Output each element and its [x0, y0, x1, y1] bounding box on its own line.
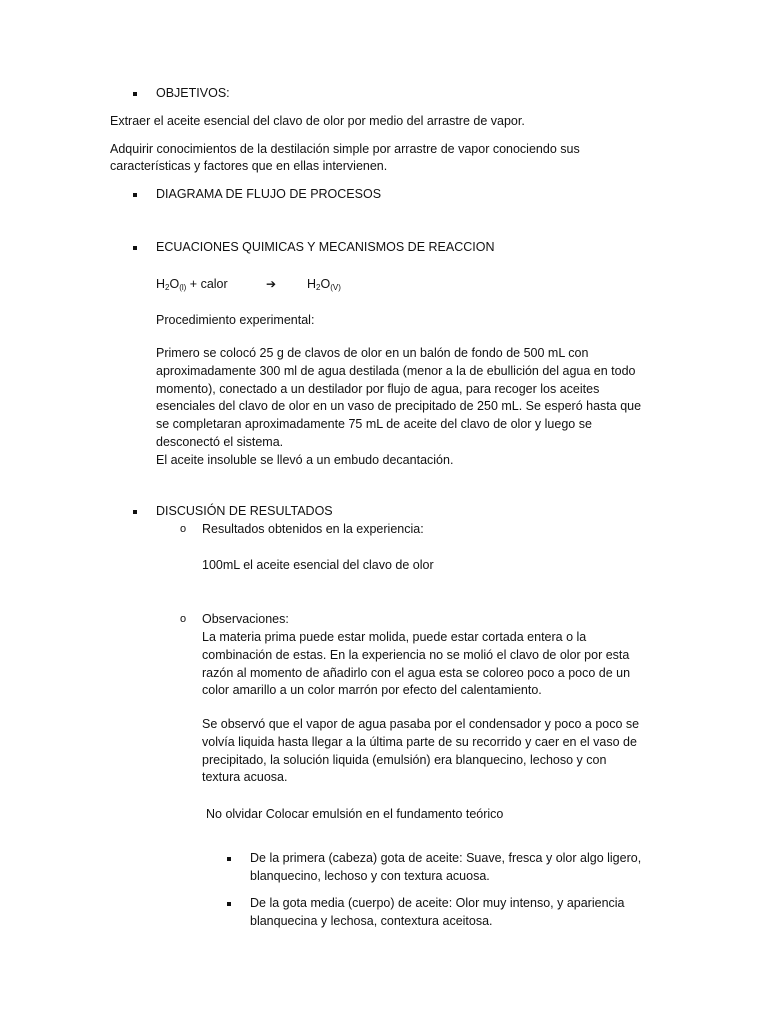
objetivo-1: Extraer el aceite esencial del clavo de olor por medio del arrastre de vapor.: [110, 114, 525, 128]
bullet-marker: [133, 92, 137, 96]
resultados-label: Resultados obtenidos en la experiencia:: [202, 522, 424, 536]
eq-right-subscript-2: 2: [316, 283, 321, 292]
discusion-heading: DISCUSIÓN DE RESULTADOS: [156, 504, 333, 518]
equation-left: [156, 275, 228, 295]
eq-right-state: (V): [330, 283, 341, 292]
emulsion-note: No olvidar Colocar emulsión en el fundamento teórico: [206, 807, 504, 821]
eq-left-o: O: [169, 277, 180, 291]
reaction-arrow-icon: ➔: [266, 277, 277, 291]
procedimiento-line: se completaran aproximadamente 75 mL de aceite del clavo de olor y luego se: [156, 417, 592, 432]
procedimiento-title: Procedimiento experimental:: [156, 313, 315, 327]
procedimiento-line: desconectó el sistema.: [156, 434, 284, 449]
gota-line: blanquecina y lechosa, contextura aceitosa.: [250, 913, 493, 928]
gota-line: blanquecino, lechoso y con textura acuosa.: [250, 868, 490, 883]
procedimiento-line: Primero se colocó 25 g de clavos de olor en un balón de fondo de 500 mL con: [156, 346, 589, 360]
diagrama-heading: DIAGRAMA DE FLUJO DE PROCESOS: [156, 187, 382, 201]
bullet-marker: [133, 246, 137, 250]
bullet-marker: [227, 857, 231, 861]
bullet-marker: [227, 902, 231, 906]
observaciones-line: textura acuosa.: [202, 770, 288, 785]
procedimiento-line: momento), conectado a un destilador por flujo de agua, para recoger los aceites: [156, 381, 600, 396]
observaciones-line: razón al momento de añadirlo con el agua esta se coloreo poco a poco de un: [202, 665, 631, 680]
circle-bullet-marker: o: [180, 613, 187, 625]
objetivos-heading: OBJETIVOS:: [156, 86, 230, 100]
objetivo-2-line1: Adquirir conocimientos de la destilación simple por arrastre de vapor conociendo sus: [110, 142, 580, 156]
procedimiento-line: esenciales del clavo de olor en un vaso de precipitado de 250 mL. Se esperó hasta que: [156, 399, 642, 414]
gota-line: De la gota media (cuerpo) de aceite: Olor muy intenso, y apariencia: [250, 896, 625, 910]
eq-left-state: (l): [179, 283, 187, 292]
procedimiento-text: [156, 345, 641, 470]
observaciones-line: color amarillo a un color marrón por efecto del calentamiento.: [202, 683, 542, 698]
observaciones-line: volvía liquida hasta llegar a la última parte de su recorrido y caer en el vaso de: [202, 734, 637, 749]
objetivo-2-line2: características y factores que en ellas intervienen.: [110, 159, 388, 173]
procedimiento-line: aproximadamente 300 ml de agua destilada (menor a la de ebullición del agua en todo: [156, 363, 636, 378]
procedimiento-line: El aceite insoluble se llevó a un embudo decantación.: [156, 452, 454, 467]
eq-plus-calor: + calor: [186, 277, 228, 291]
eq-right-o: O: [320, 277, 331, 291]
observaciones-line: precipitado, la solución liquida (emulsión) era blanquecino, lechoso y con: [202, 752, 607, 767]
equation-right: [307, 275, 341, 295]
observaciones-para1: [202, 629, 630, 700]
observaciones-line: La materia prima puede estar molida, puede estar cortada entera o la: [202, 630, 587, 644]
eq-left-h: H: [156, 277, 166, 291]
gota-line: De la primera (cabeza) gota de aceite: Suave, fresca y olor algo ligero,: [250, 851, 642, 865]
eq-right-h: H: [307, 277, 317, 291]
gota-item: [250, 895, 625, 931]
resultados-value: 100mL el aceite esencial del clavo de olor: [202, 558, 434, 572]
observaciones-para2: [202, 716, 639, 787]
ecuaciones-heading: ECUACIONES QUIMICAS Y MECANISMOS DE REACCION: [156, 240, 495, 254]
observaciones-line: combinación de estas. En la experiencia no se molió el clavo de olor por esta: [202, 647, 630, 662]
bullet-marker: [133, 193, 137, 197]
eq-left-subscript-2: 2: [165, 283, 170, 292]
bullet-marker: [133, 510, 137, 514]
circle-bullet-marker: o: [180, 523, 187, 535]
observaciones-line: Se observó que el vapor de agua pasaba por el condensador y poco a poco se: [202, 717, 640, 731]
gota-item: [250, 850, 641, 886]
observaciones-label: Observaciones:: [202, 612, 289, 626]
